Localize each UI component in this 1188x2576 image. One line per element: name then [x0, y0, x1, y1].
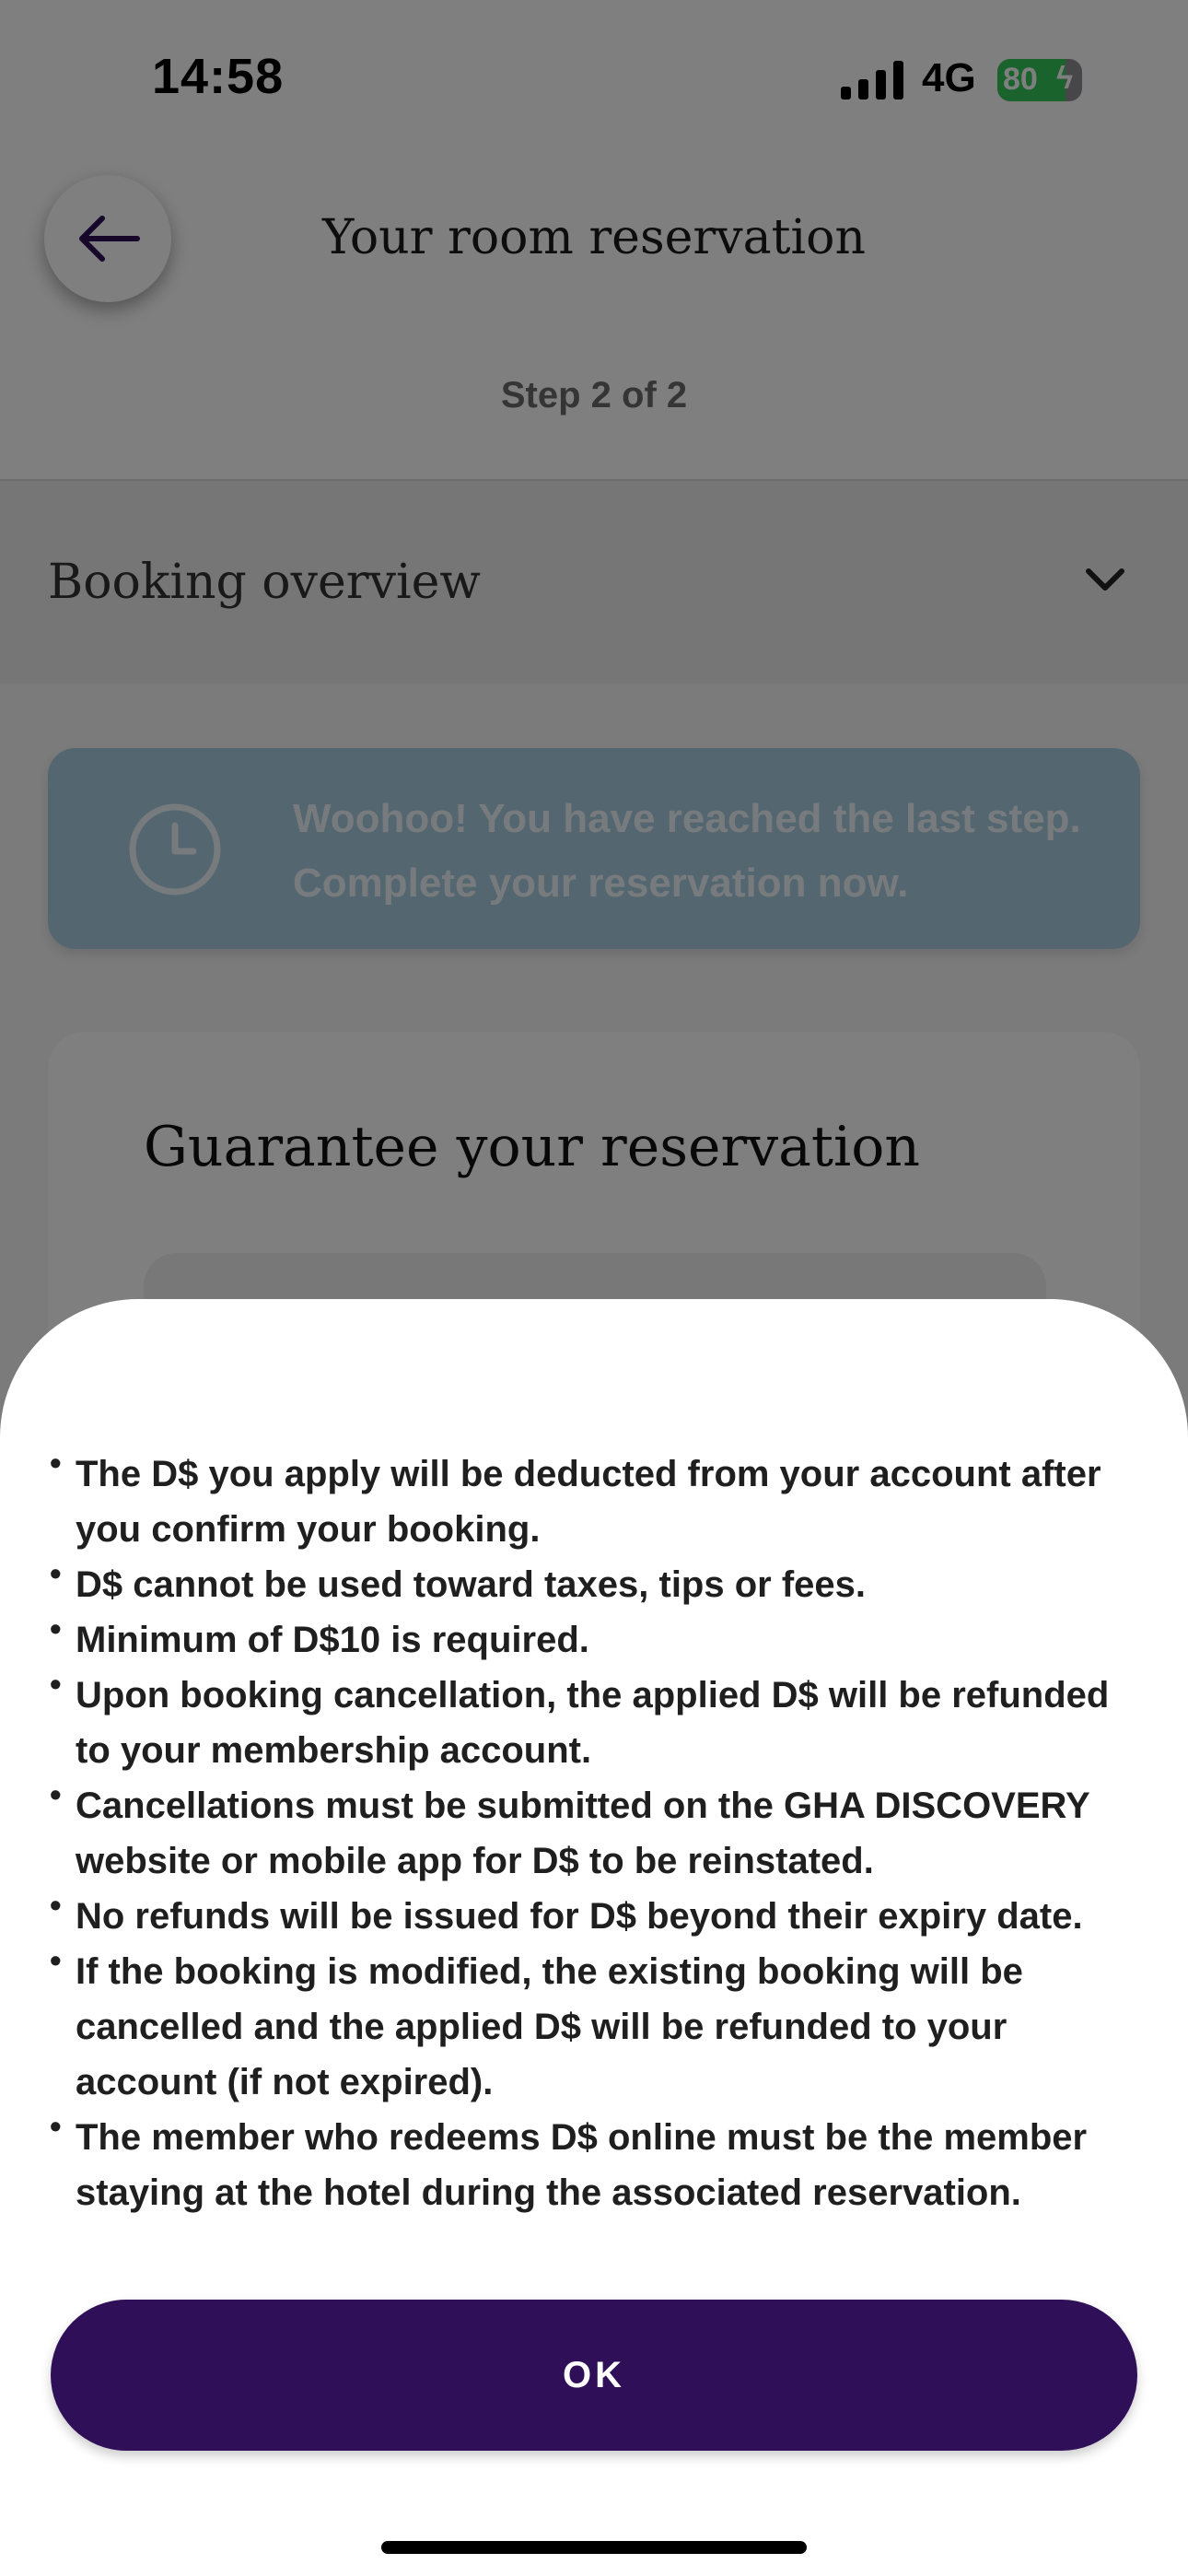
home-indicator[interactable] — [381, 2541, 807, 2554]
list-item: • The member who redeems D$ online must be the member staying at the hotel during the associated reservation. — [46, 2110, 1151, 2220]
bottom-sheet — [0, 1299, 1188, 2576]
list-item: • D$ cannot be used toward taxes, tips or fees. — [46, 1557, 1151, 1612]
list-item: • Minimum of D$10 is required. — [46, 1612, 1151, 1668]
ok-button[interactable]: OK — [51, 2300, 1137, 2451]
rules-list — [46, 1446, 1151, 2220]
list-item: • The D$ you apply will be deducted from your account after you confirm your booking. — [46, 1446, 1151, 1557]
list-item: • Upon booking cancellation, the applied D$ will be refunded to your membership account. — [46, 1668, 1151, 1778]
list-item: • No refunds will be issued for D$ beyond their expiry date. — [46, 1889, 1151, 1944]
list-item: • If the booking is modified, the existing booking will be cancelled and the applied D$ will be refunded to your account (if not expired). — [46, 1944, 1151, 2110]
list-item: • Cancellations must be submitted on the GHA DISCOVERY website or mobile app for D$ to be reinstated. — [46, 1778, 1151, 1889]
